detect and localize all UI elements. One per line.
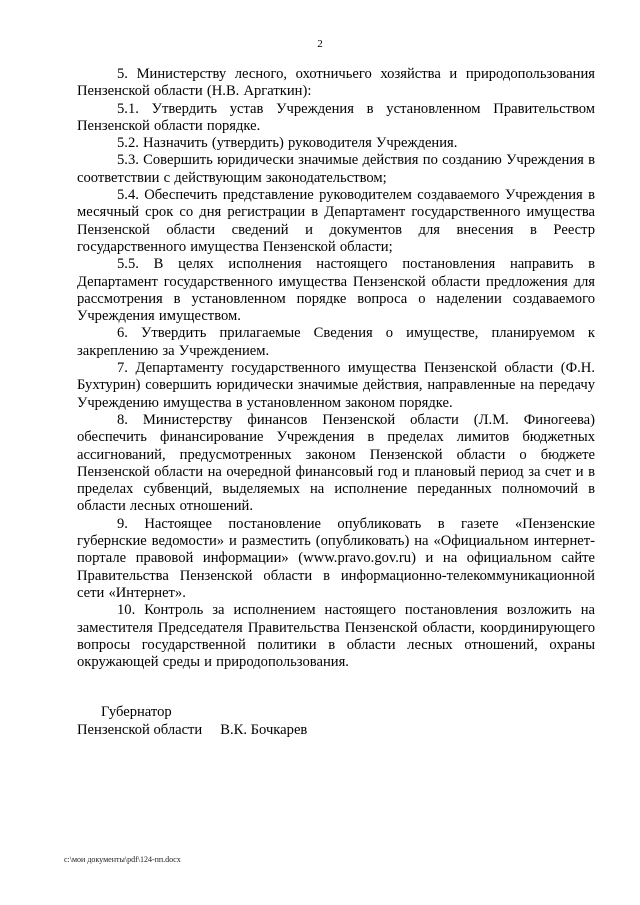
signature-block: [77, 703, 377, 739]
signature-row: [77, 721, 377, 739]
paragraph-5-3: 5.3. Совершить юридически значимые действия по созданию Учреждения в соответствии с действующим законодательством;: [77, 152, 595, 186]
paragraph-5-4: 5.4. Обеспечить представление руководителем создаваемого Учреждения в месячный срок со дня регистрации в Департамент государственного имущества Пензенской области сведений и документов для внесения в Реестр государственного имущества Пензенской области;: [77, 187, 595, 255]
footer-file-path: c:\мои документы\pdf\124-пп.docx: [64, 855, 181, 864]
paragraph-5-2: 5.2. Назначить (утвердить) руководителя Учреждения.: [117, 135, 458, 152]
paragraph-8: 8. Министерству финансов Пензенской области (Л.М. Финогеева) обеспечить финансирование Учреждения в пределах лимитов бюджетных ассигнований, предусмотренных законом Пензенской области о бюджете Пензенской области на очередной финансовый год и плановый период за счет и в пределах субвенций, выделяемых на исполнение переданных полномочий в области лесных отношений.: [77, 411, 595, 515]
page-number: 2: [317, 38, 323, 50]
paragraph-6: 6. Утвердить прилагаемые Сведения о имуществе, планируемом к закреплению за Учреждением.: [77, 325, 595, 359]
paragraph-5-5: 5.5. В целях исполнения настоящего постановления направить в Департамент государственного имущества Пензенской области предложения для рассмотрения в установленном порядке вопроса о наделении создаваемого Учреждения имуществом.: [77, 256, 595, 325]
document-body: [77, 66, 595, 671]
signature-region: Пензенской области: [77, 722, 203, 738]
paragraph-9: 9. Настоящее постановление опубликовать в газете «Пензенские губернские ведомости» и разместить (опубликовать) на «Официальном интернет-портале правовой информации» (www.pravo.gov.ru) и на официальном сайте Правительства Пензенской области в информационно-телекоммуникационной сети «Интернет».: [77, 515, 595, 601]
paragraph-5: 5. Министерству лесного, охотничьего хозяйства и природопользования Пензенской области (Н.В. Аргаткин):: [77, 66, 595, 100]
paragraph-5-1: 5.1. Утвердить устав Учреждения в установленном Правительством Пензенской области порядке.: [77, 100, 595, 134]
paragraph-7: 7. Департаменту государственного имущества Пензенской области (Ф.Н. Бухтурин) совершить юридически значимые действия, направленные на передачу Учреждению имущества в установленном законом порядке.: [77, 360, 595, 411]
signature-name: В.К. Бочкарев: [220, 722, 308, 738]
signature-title: Губернатор: [101, 704, 172, 720]
paragraph-10: 10. Контроль за исполнением настоящего постановления возложить на заместителя Председателя Правительства Пензенской области, координирующего вопросы государственной политики в области лесных отношений, охраны окружающей среды и природопользования.: [77, 602, 595, 671]
